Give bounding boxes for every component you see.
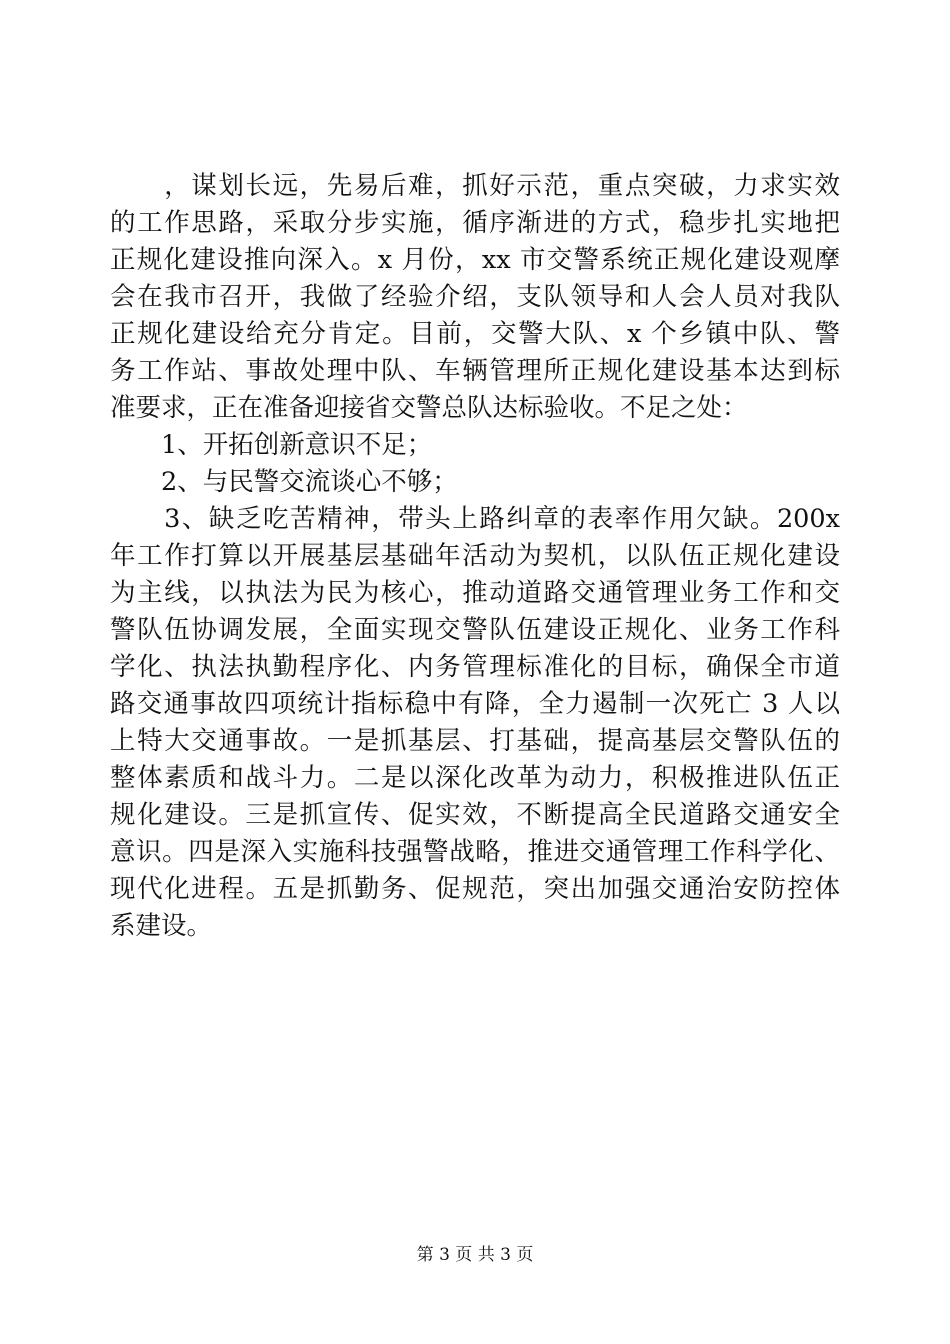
text-line: 年工作打算以开展基层基础年活动为契机，以队伍正规化建设 bbox=[110, 541, 840, 571]
page-number-footer: 第 3 页 共 3 页 bbox=[416, 1245, 534, 1265]
list-item: 3、缺乏吃苦精神，带头上路纠章的表率作用欠缺。200x bbox=[110, 504, 840, 534]
text-line: 学化、执法执勤程序化、内务管理标准化的目标，确保全市道 bbox=[110, 652, 840, 682]
text-line: ，谋划长远，先易后难，抓好示范，重点突破，力求实效 bbox=[110, 171, 840, 201]
text-line: 为主线，以执法为民为核心，推动道路交通管理业务工作和交 bbox=[110, 578, 840, 608]
text-line: 正规化建设给充分肯定。目前，交警大队、x 个乡镇中队、警 bbox=[110, 319, 840, 349]
text-line: 的工作思路，采取分步实施，循序渐进的方式，稳步扎实地把 bbox=[110, 208, 840, 238]
text-line: 警队伍协调发展，全面实现交警队伍建设正规化、业务工作科 bbox=[110, 615, 840, 645]
text-line: 意识。四是深入实施科技强警战略，推进交通管理工作科学化、 bbox=[110, 837, 840, 867]
text-line: 整体素质和战斗力。二是以深化改革为动力，积极推进队伍正 bbox=[110, 763, 840, 793]
text-line: 现代化进程。五是抓勤务、促规范，突出加强交通治安防控体 bbox=[110, 874, 840, 904]
text-line: 准要求，正在准备迎接省交警总队达标验收。不足之处： bbox=[110, 393, 748, 423]
list-item: 2、与民警交流谈心不够； bbox=[110, 467, 458, 497]
text-line: 路交通事故四项统计指标稳中有降，全力遏制一次死亡 3 人以 bbox=[110, 689, 840, 719]
text-line: 系建设。 bbox=[110, 911, 213, 941]
text-line: 规化建设。三是抓宣传、促实效，不断提高全民道路交通安全 bbox=[110, 800, 840, 830]
text-line: 上特大交通事故。一是抓基层、打基础，提高基层交警队伍的 bbox=[110, 726, 840, 756]
list-item: 1、开拓创新意识不足； bbox=[110, 430, 433, 460]
text-line: 会在我市召开，我做了经验介绍，支队领导和人会人员对我队 bbox=[110, 282, 840, 312]
text-line: 务工作站、事故处理中队、车辆管理所正规化建设基本达到标 bbox=[110, 356, 840, 386]
body-text bbox=[110, 168, 840, 945]
text-line: 正规化建设推向深入。x 月份，xx 市交警系统正规化建设观摩 bbox=[110, 245, 840, 275]
